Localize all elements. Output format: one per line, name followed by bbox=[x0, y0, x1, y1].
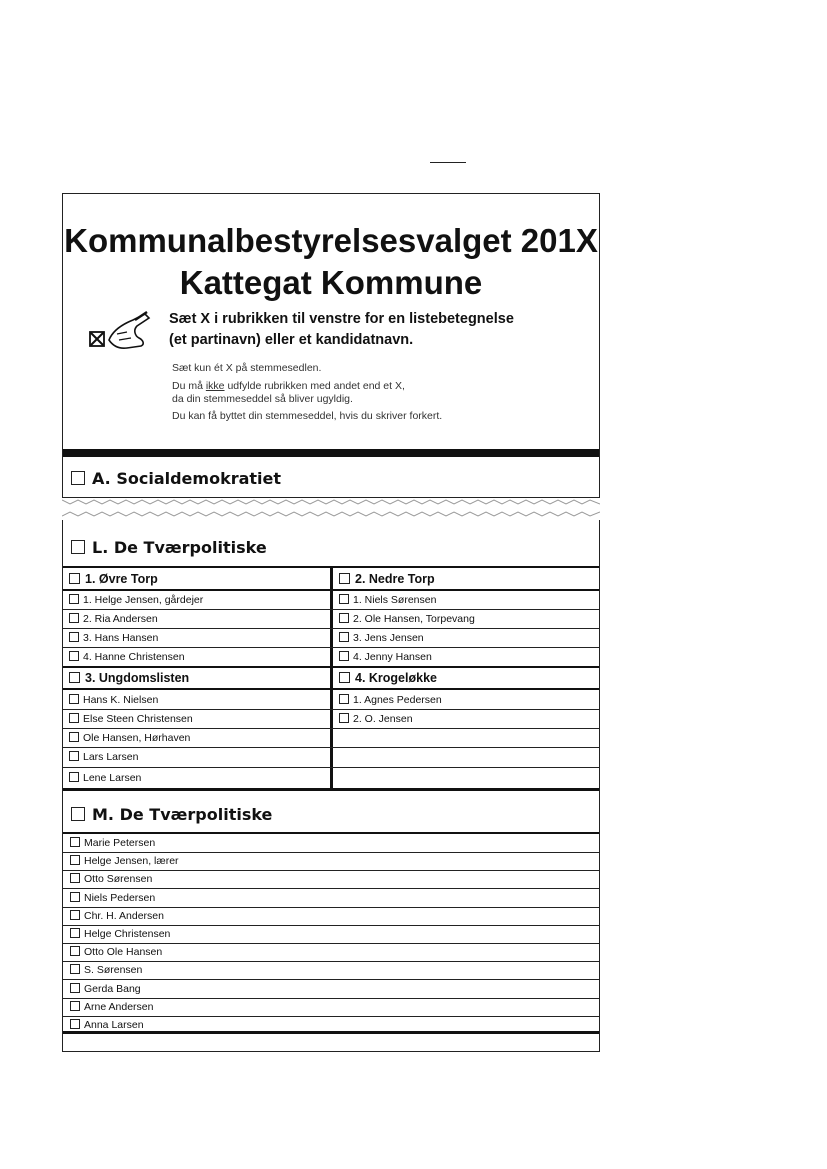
list-item[interactable]: Niels Pedersen bbox=[63, 889, 601, 907]
list-item[interactable]: Helge Jensen, lærer bbox=[63, 852, 601, 870]
note-replace: Du kan få byttet din stemmeseddel, hvis du skriver forkert. bbox=[172, 410, 443, 422]
list-3-checkbox[interactable] bbox=[69, 672, 80, 683]
list-item[interactable]: 1. Niels Sørensen bbox=[333, 591, 601, 609]
list-item[interactable]: Anna Larsen bbox=[63, 1016, 601, 1034]
candidate-checkbox[interactable] bbox=[339, 651, 349, 661]
party-a-checkbox[interactable] bbox=[71, 471, 85, 485]
list-item[interactable]: 2. Ria Andersen bbox=[63, 610, 330, 628]
candidate-checkbox[interactable] bbox=[339, 713, 349, 723]
party-a-option[interactable]: A. Socialdemokratiet bbox=[71, 469, 281, 488]
list-2-header[interactable]: 2. Nedre Torp bbox=[333, 569, 601, 589]
candidate-checkbox[interactable] bbox=[70, 928, 80, 938]
torn-edge bbox=[62, 496, 600, 520]
list-item[interactable]: Lene Larsen bbox=[63, 769, 330, 787]
candidate-checkbox[interactable] bbox=[69, 632, 79, 642]
list-item[interactable]: Otto Sørensen bbox=[63, 870, 601, 888]
candidate-checkbox[interactable] bbox=[339, 632, 349, 642]
list-item[interactable]: Marie Petersen bbox=[63, 834, 601, 852]
note-emphasis: ikke bbox=[205, 380, 225, 392]
list-item[interactable]: Gerda Bang bbox=[63, 980, 601, 998]
candidate-checkbox[interactable] bbox=[69, 613, 79, 623]
ballot-header bbox=[62, 193, 600, 498]
candidate-checkbox[interactable] bbox=[70, 964, 80, 974]
ballot-title: Kommunalbestyrelsesvalget 201X bbox=[64, 222, 598, 259]
candidate-checkbox[interactable] bbox=[339, 694, 349, 704]
list-item[interactable]: Ole Hansen, Hørhaven bbox=[63, 729, 330, 747]
instruction-line-1: Sæt X i rubrikken til venstre for en listebetegnelse bbox=[169, 311, 514, 327]
candidate-checkbox[interactable] bbox=[70, 1001, 80, 1011]
list-1-checkbox[interactable] bbox=[69, 573, 80, 584]
candidate-checkbox[interactable] bbox=[69, 694, 79, 704]
list-item[interactable]: 3. Hans Hansen bbox=[63, 629, 330, 647]
list-item[interactable]: Lars Larsen bbox=[63, 748, 330, 766]
note-invalid: da din stemmeseddel så bliver ugyldig. bbox=[172, 393, 353, 405]
candidate-checkbox[interactable] bbox=[339, 613, 349, 623]
list-item[interactable]: Otto Ole Hansen bbox=[63, 943, 601, 961]
list-item[interactable]: Arne Andersen bbox=[63, 998, 601, 1016]
list-4-checkbox[interactable] bbox=[339, 672, 350, 683]
l-rule bbox=[63, 688, 599, 690]
list-item[interactable]: 1. Agnes Pedersen bbox=[333, 691, 601, 709]
party-m-checkbox[interactable] bbox=[71, 807, 85, 821]
list-item[interactable]: Else Steen Christensen bbox=[63, 710, 330, 728]
ballot-subtitle: Kattegat Kommune bbox=[179, 264, 483, 301]
note-only-x: Du må ikke udfylde rubrikken med andet end et X, bbox=[172, 380, 405, 392]
list-item[interactable]: S. Sørensen bbox=[63, 961, 601, 979]
party-l-option[interactable]: L. De Tværpolitiske bbox=[71, 538, 267, 557]
list-2-checkbox[interactable] bbox=[339, 573, 350, 584]
candidate-checkbox[interactable] bbox=[70, 1019, 80, 1029]
candidate-checkbox[interactable] bbox=[70, 983, 80, 993]
candidate-checkbox[interactable] bbox=[69, 651, 79, 661]
list-item[interactable]: 2. O. Jensen bbox=[333, 710, 601, 728]
note-single-x: Sæt kun ét X på stemmesedlen. bbox=[172, 362, 322, 374]
candidate-checkbox[interactable] bbox=[69, 772, 79, 782]
hand-writing-x-icon bbox=[87, 310, 153, 354]
party-m-option[interactable]: M. De Tværpolitiske bbox=[71, 805, 272, 824]
list-item[interactable]: Hans K. Nielsen bbox=[63, 691, 330, 709]
candidate-checkbox[interactable] bbox=[70, 946, 80, 956]
candidate-checkbox[interactable] bbox=[69, 751, 79, 761]
list-item[interactable]: Helge Christensen bbox=[63, 925, 601, 943]
list-3-header[interactable]: 3. Ungdomslisten bbox=[63, 668, 330, 688]
list-item[interactable]: 4. Hanne Christensen bbox=[63, 648, 330, 666]
list-4-header[interactable]: 4. Krogeløkke bbox=[333, 668, 601, 688]
candidate-checkbox[interactable] bbox=[70, 910, 80, 920]
candidate-checkbox[interactable] bbox=[70, 837, 80, 847]
candidate-checkbox[interactable] bbox=[69, 594, 79, 604]
candidate-checkbox[interactable] bbox=[70, 873, 80, 883]
instruction-line-2: (et partinavn) eller et kandidatnavn. bbox=[169, 332, 414, 348]
list-item[interactable]: 2. Ole Hansen, Torpevang bbox=[333, 610, 601, 628]
l-rule bbox=[63, 767, 599, 768]
candidate-checkbox[interactable] bbox=[70, 892, 80, 902]
top-underline bbox=[430, 162, 466, 163]
l-grid-bottom bbox=[63, 788, 599, 791]
list-item[interactable]: 3. Jens Jensen bbox=[333, 629, 601, 647]
m-grid-bottom bbox=[63, 1031, 599, 1034]
ballot-lower bbox=[62, 520, 600, 1052]
candidate-checkbox[interactable] bbox=[69, 713, 79, 723]
candidate-checkbox[interactable] bbox=[69, 732, 79, 742]
candidate-checkbox[interactable] bbox=[339, 594, 349, 604]
list-item[interactable]: 4. Jenny Hansen bbox=[333, 648, 601, 666]
candidate-checkbox[interactable] bbox=[70, 855, 80, 865]
party-l-checkbox[interactable] bbox=[71, 540, 85, 554]
list-item[interactable]: 1. Helge Jensen, gårdejer bbox=[63, 591, 330, 609]
header-divider bbox=[63, 449, 599, 457]
list-item[interactable]: Chr. H. Andersen bbox=[63, 907, 601, 925]
list-1-header[interactable]: 1. Øvre Torp bbox=[63, 569, 330, 589]
